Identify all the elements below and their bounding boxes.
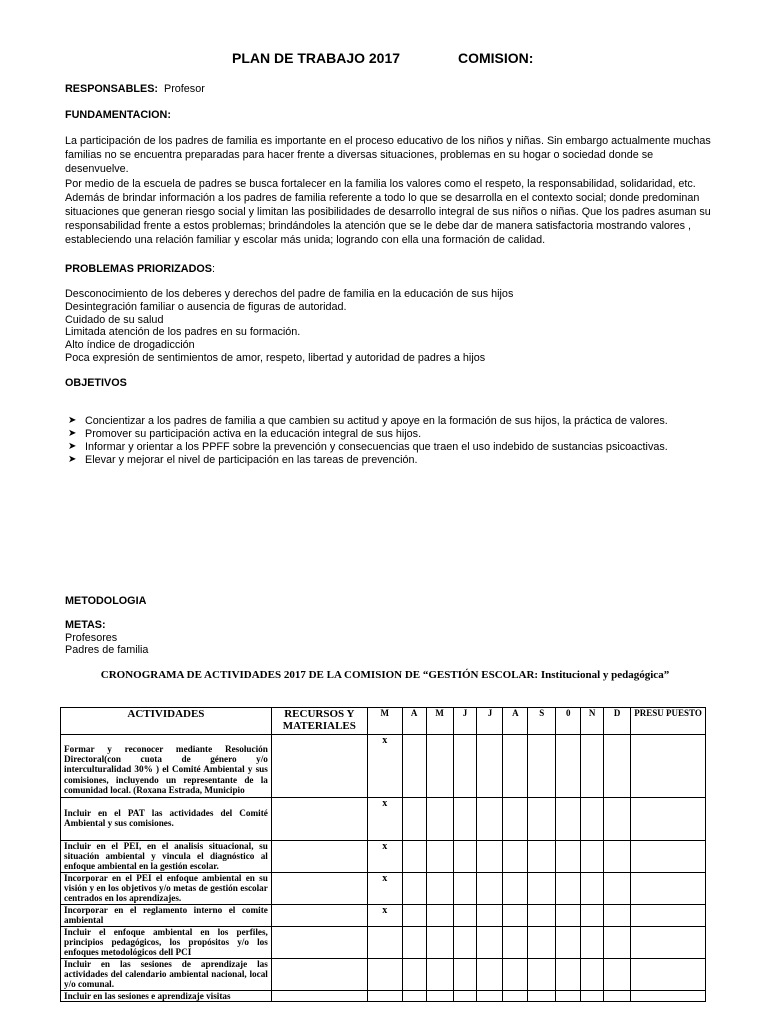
actividad-cell: Incluir en las sesiones de aprendizaje las actividades del calendario ambiental nacional, local y/o comunal. xyxy=(61,959,272,991)
plan-title: PLAN DE TRABAJO 2017 xyxy=(232,50,401,66)
arrow-bullet-icon: ➤ xyxy=(68,440,77,452)
recursos-cell xyxy=(271,798,367,841)
header-month: J xyxy=(453,708,477,735)
actividad-cell: Incluir en el PAT las actividades del Comité Ambiental y sus comisiones. xyxy=(61,798,272,841)
header-month: J xyxy=(477,708,503,735)
table-row xyxy=(61,991,706,1002)
table-row xyxy=(61,905,706,927)
list-item xyxy=(68,454,668,467)
mark-cell: x xyxy=(367,735,402,798)
mark-cell: x xyxy=(367,798,402,841)
fundamentacion-paragraph-2: Por medio de la escuela de padres se busca fortalecer en la familia los valores como el respeto, la responsabilidad, solidaridad, etc. Además de brindar información a los padres de familia referente a todo lo que se desarrolla en el contexto social; donde predominan situaciones que generan riesgo social y limitan las posibilidades de desarrollo integral de sus niños o niñas. Que los padres asuman su responsabilidad frente a estos problemas; brindándoles la atención que se le debe dar de manera satisfactoria mostrando valores , estableciendo una relación familiar y escolar más unida; logrando con ella una formación de calidad. xyxy=(65,177,711,247)
metas-heading: METAS: xyxy=(65,619,106,631)
responsables-label: RESPONSABLES: xyxy=(65,83,158,95)
metodologia-heading: METODOLOGIA xyxy=(65,595,147,607)
list-item: Limitada atención de los padres en su formación. xyxy=(65,326,301,339)
actividad-cell: Incluir en el PEI, en el analisis situacional, su situación ambiental y vincula el diagnóstico al enfoque ambiental en la gestión escolar. xyxy=(61,841,272,873)
problemas-heading: PROBLEMAS PRIORIZADOS xyxy=(65,263,212,275)
table-row xyxy=(61,927,706,959)
list-item xyxy=(68,428,668,441)
cronograma-title: CRONOGRAMA DE ACTIVIDADES 2017 DE LA COMISION DE “GESTIÓN ESCOLAR: Institucional y pedagógica” xyxy=(100,669,670,681)
table-row xyxy=(61,735,706,798)
responsables-line xyxy=(65,83,205,96)
fundamentacion-text xyxy=(65,134,715,248)
table-row xyxy=(61,873,706,905)
table-header-row xyxy=(61,708,706,735)
objetivo-text: Informar y orientar a los PPFF sobre la prevención y consecuencias que traen el uso indebido de sustancias psicoactivas. xyxy=(85,440,668,453)
recursos-cell xyxy=(271,959,367,991)
objetivo-text: Elevar y mejorar el nivel de participación en las tareas de prevención. xyxy=(85,453,418,466)
objetivo-text: Promover su participación activa en la educación integral de sus hijos. xyxy=(85,427,422,440)
cronograma-table xyxy=(60,707,706,1002)
recursos-cell xyxy=(271,841,367,873)
list-item: Desintegración familiar o ausencia de figuras de autoridad. xyxy=(65,300,347,313)
actividad-cell: Incorporar en el reglamento interno el comite ambiental xyxy=(61,905,272,927)
list-item: Poca expresión de sentimientos de amor, respeto, libertad y autoridad de padres a hijos xyxy=(65,351,486,364)
metas-item-padres: Padres de familia xyxy=(65,644,149,656)
list-item xyxy=(68,415,668,428)
actividad-cell: Incorporar en el PEI el enfoque ambiental en su visión y en los objetivos y/o metas de gestión escolar centrados en los aprendizajes. xyxy=(61,873,272,905)
header-month: S xyxy=(528,708,556,735)
problemas-heading-line xyxy=(65,263,215,276)
actividad-cell: Incluir el enfoque ambiental en los perfiles, principios pedagógicos, los propósitos y/o los enfoques metodológicos dell PCI xyxy=(61,927,272,959)
table-row xyxy=(61,841,706,873)
problemas-list xyxy=(65,288,513,365)
fundamentacion-heading: FUNDAMENTACION: xyxy=(65,109,171,121)
recursos-cell xyxy=(271,991,367,1002)
table-row xyxy=(61,798,706,841)
header-month: N xyxy=(581,708,604,735)
header-month: M xyxy=(367,708,402,735)
arrow-bullet-icon: ➤ xyxy=(68,453,77,465)
recursos-cell xyxy=(271,873,367,905)
list-item: Cuidado de su salud xyxy=(65,313,164,326)
header-month: D xyxy=(604,708,631,735)
list-item: Alto índice de drogadicción xyxy=(65,339,195,352)
mark-cell xyxy=(367,927,402,959)
metas-item-profesores: Profesores xyxy=(65,632,118,644)
table-row xyxy=(61,959,706,991)
objetivo-text: Concientizar a los padres de familia a que cambien su actitud y apoye en la formación de sus hijos, la práctica de valores. xyxy=(85,415,668,427)
header-month: A xyxy=(402,708,426,735)
header-presupuesto: PRESU PUESTO xyxy=(631,708,706,735)
header-actividades: ACTIVIDADES xyxy=(61,708,272,735)
header-month: 0 xyxy=(556,708,581,735)
actividad-cell: Formar y reconocer mediante Resolución Directoral(con cuota de género y/o interculturalidad 30% ) el Comité Ambiental y sus comisiones, incluyendo un representante de la comunidad local. (Roxana Estrada, Municipio xyxy=(61,735,272,798)
fundamentacion-paragraph-1: La participación de los padres de familia es importante en el proceso educativo de los niños y niñas. Sin embargo actualmente muchas familias no se encuentra preparadas para hacer frente a diversas situaciones, problemas en su hogar o sociedad donde se desenvuelve. xyxy=(65,135,711,176)
mark-cell: x xyxy=(367,905,402,927)
list-item xyxy=(68,441,668,454)
mark-cell: x xyxy=(367,841,402,873)
mark-cell xyxy=(367,991,402,1002)
comision-label: COMISION: xyxy=(458,50,534,66)
mark-cell xyxy=(367,959,402,991)
objetivos-list xyxy=(68,415,668,467)
mark-cell: x xyxy=(367,873,402,905)
header-month: A xyxy=(503,708,528,735)
header-month: M xyxy=(426,708,453,735)
recursos-cell xyxy=(271,735,367,798)
responsables-value: Profesor xyxy=(164,83,205,95)
objetivos-heading: OBJETIVOS xyxy=(65,377,127,389)
header-recursos: RECURSOS Y MATERIALES xyxy=(271,708,367,735)
problemas-heading-colon: : xyxy=(211,263,215,275)
recursos-cell xyxy=(271,927,367,959)
arrow-bullet-icon: ➤ xyxy=(68,415,77,426)
arrow-bullet-icon: ➤ xyxy=(68,427,77,439)
actividad-cell: Incluir en las sesiones e aprendizaje visitas xyxy=(61,991,272,1002)
recursos-cell xyxy=(271,905,367,927)
list-item: Desconocimiento de los deberes y derechos del padre de familia en la educación de sus hijos xyxy=(65,288,514,300)
